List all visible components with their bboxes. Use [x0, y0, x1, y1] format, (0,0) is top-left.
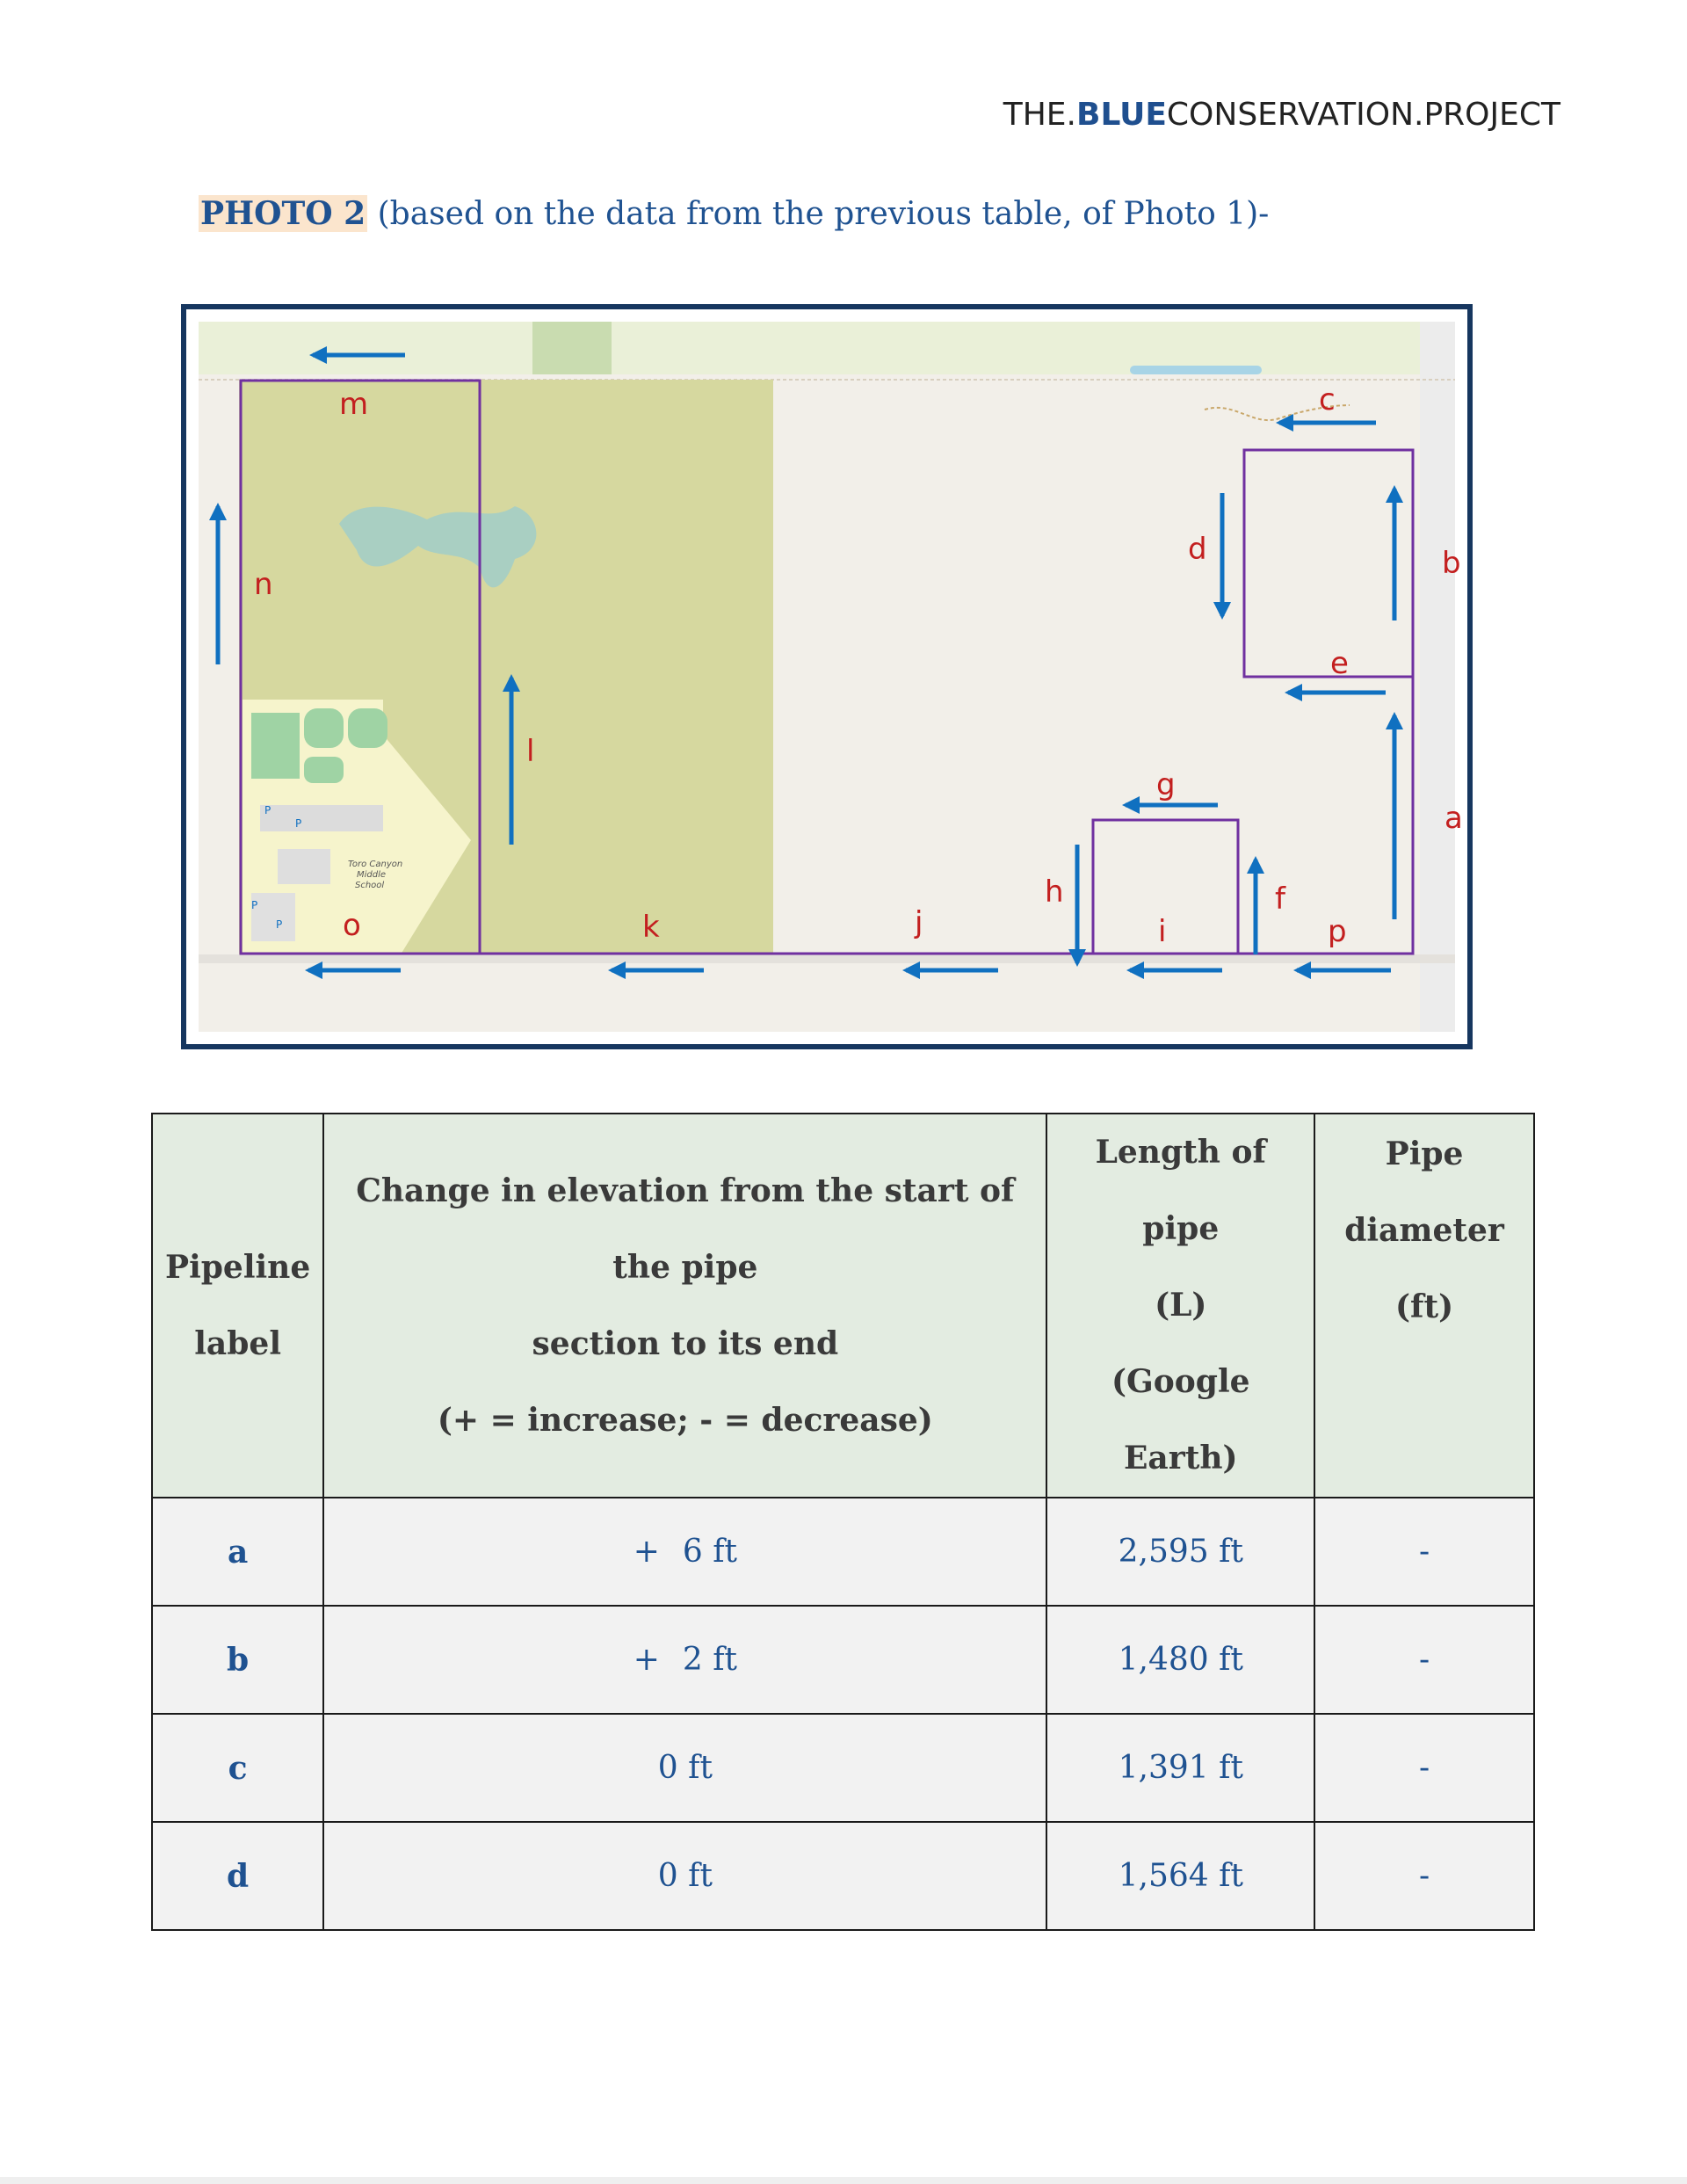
- cell-label: d: [152, 1822, 323, 1930]
- pipe-label-g: g: [1156, 767, 1176, 802]
- cell-diameter: -: [1314, 1822, 1534, 1930]
- pipe-label-e: e: [1330, 646, 1349, 681]
- cell-diameter: -: [1314, 1606, 1534, 1714]
- brand-prefix: THE.: [1003, 97, 1076, 133]
- cell-elevation: 0 ft: [323, 1822, 1046, 1930]
- cell-length: 1,480 ft: [1046, 1606, 1314, 1714]
- cell-diameter: -: [1314, 1714, 1534, 1822]
- cell-label: c: [152, 1714, 323, 1822]
- pipeline-table: [151, 1113, 1535, 1931]
- right-road: [1420, 322, 1455, 1032]
- map-svg: [199, 322, 1463, 1032]
- page-footer-strip: [0, 2177, 1687, 2184]
- cell-elevation: + 2 ft: [323, 1606, 1046, 1714]
- table-row: [152, 1822, 1534, 1930]
- school-name-line3: School: [355, 881, 385, 890]
- pipe-label-i: i: [1158, 914, 1167, 949]
- brand-blue: BLUE: [1076, 97, 1167, 133]
- cell-label: a: [152, 1498, 323, 1606]
- park-patch: [532, 322, 612, 374]
- cell-length: 1,564 ft: [1046, 1822, 1314, 1930]
- pipe-label-c: c: [1319, 382, 1336, 417]
- school-name-line1: Toro Canyon: [348, 860, 403, 869]
- table-row: [152, 1714, 1534, 1822]
- pipe-label-n: n: [254, 567, 273, 602]
- cell-label: b: [152, 1606, 323, 1714]
- pipe-label-o: o: [343, 908, 361, 943]
- pipe-label-f: f: [1275, 882, 1285, 917]
- pipe-label-b: b: [1442, 546, 1461, 581]
- header-elevation-change: Change in elevation from the start of the pipe section to its end (+ = increase; - = decrease): [323, 1114, 1046, 1498]
- avenue-road: [199, 954, 1455, 963]
- brand-suffix: CONSERVATION.PROJECT: [1166, 97, 1560, 133]
- table-row: [152, 1606, 1534, 1714]
- pipe-label-k: k: [642, 910, 660, 945]
- caption-highlight: PHOTO 2: [200, 195, 366, 232]
- caption-text: (based on the data from the previous table, of Photo 1)-: [367, 196, 1270, 232]
- cell-elevation: + 6 ft: [323, 1498, 1046, 1606]
- photo-caption: [199, 195, 1269, 232]
- table-row: [152, 1498, 1534, 1606]
- cell-elevation: 0 ft: [323, 1714, 1046, 1822]
- parking-marker: P: [276, 918, 283, 931]
- cell-length: 1,391 ft: [1046, 1714, 1314, 1822]
- pipe-label-h: h: [1045, 874, 1064, 910]
- map-figure: [181, 304, 1473, 1049]
- pipeline-map: [199, 322, 1463, 1032]
- pipe-label-m: m: [339, 387, 369, 422]
- header-pipeline-label: Pipeline label: [152, 1114, 323, 1498]
- pipe-label-l: l: [526, 734, 535, 769]
- pipe-label-a: a: [1444, 801, 1463, 836]
- brand-logo: [1003, 97, 1560, 133]
- header-pipe-diameter: Pipe diameter (ft): [1314, 1114, 1534, 1498]
- pipe-label-j: j: [915, 905, 923, 940]
- school-name-line2: Middle: [357, 870, 387, 880]
- pipe-label-d: d: [1188, 532, 1207, 567]
- cell-diameter: -: [1314, 1498, 1534, 1606]
- parking-marker: P: [251, 899, 258, 911]
- cell-length: 2,595 ft: [1046, 1498, 1314, 1606]
- pipe-label-p: p: [1328, 914, 1347, 949]
- top-strip: [199, 322, 1455, 374]
- parking-marker: P: [295, 817, 302, 830]
- table-header-row: [152, 1114, 1534, 1498]
- parking-marker: P: [264, 804, 272, 816]
- canal: [1130, 366, 1262, 374]
- header-pipe-length: Length of pipe (L) (Google Earth): [1046, 1114, 1314, 1498]
